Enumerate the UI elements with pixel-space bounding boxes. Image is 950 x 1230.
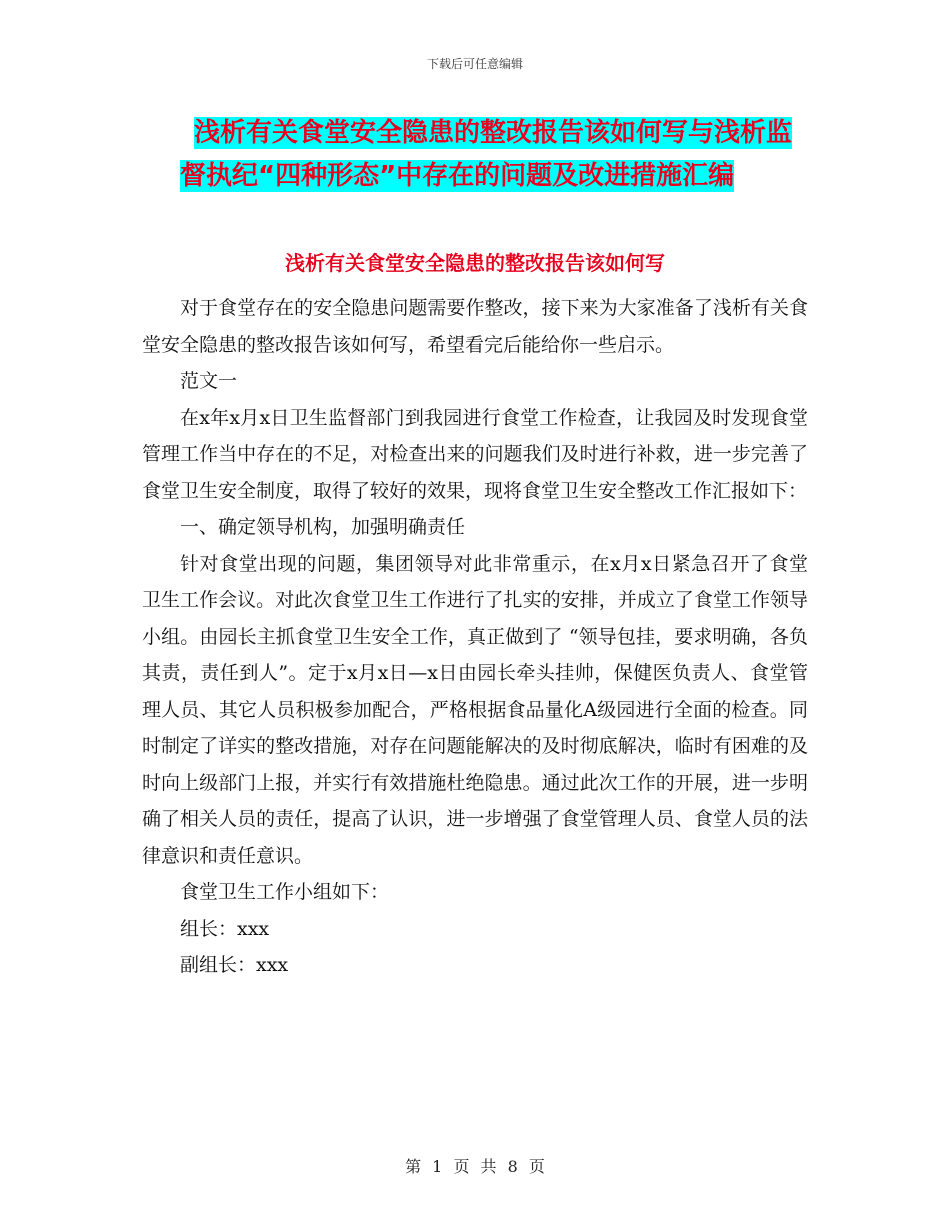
- main-title-line-2: 督执纪“四种形态”中存在的问题及改进措施汇编: [180, 161, 735, 191]
- sample-heading: 范文一: [180, 370, 238, 392]
- intro-paragraph: 对于食堂存在的安全隐患问题需要作整改，接下来为大家准备了浅析有关食堂安全隐患的整改报告该如何写，希望看完后能给你一些启示。: [142, 297, 808, 356]
- section-heading: 一、确定领导机构，加强明确责任: [180, 516, 466, 538]
- document-main-title: [180, 112, 820, 198]
- group-list-heading: 食堂卫生工作小组如下：: [180, 881, 390, 903]
- group-leader-line: 组长：xxx: [180, 917, 270, 940]
- body-paragraph: 在x年x月x日卫生监督部门到我园进行食堂工作检查，让我园及时发现食堂管理工作当中存在的不足，对检查出来的问题我们及时进行补救，进一步完善了食堂卫生安全制度，取得了较好的效果，现将食堂卫生安全整改工作汇报如下：: [142, 406, 808, 502]
- page-number-footer: 第 1 页 共 8 页: [405, 1157, 545, 1176]
- deputy-leader-line: 副组长：xxx: [180, 954, 289, 976]
- main-title-line-1: 浅析有关食堂安全隐患的整改报告该如何写与浅析监: [194, 118, 793, 148]
- section-subtitle: 浅析有关食堂安全隐患的整改报告该如何写: [285, 251, 665, 275]
- header-note: 下载后可任意编辑: [426, 57, 523, 71]
- body-content: [142, 290, 808, 984]
- body-paragraph: 针对食堂出现的问题，集团领导对此非常重示，在x月x日紧急召开了食堂卫生工作会议。对此次食堂卫生工作进行了扎实的安排，并成立了食堂工作领导小组。由园长主抓食堂卫生安全工作，真正做到了 “领导包挂，要求明确，各负其责，责任到人”。定于x月x日—x日由园长牵头挂帅，保健医负责人、食堂管理人员、其它人员积极参加配合，严格根据食品量化A级园进行全面的检查。同时制定了详实的整改措施，对存在问题能解决的及时彻底解决，临时有困难的及时向上级部门上报，并实行有效措施杜绝隐患。通过此次工作的开展，进一步明确了相关人员的责任，提高了认识，进一步增强了食堂管理人员、食堂人员的法律意识和责任意识。: [142, 552, 808, 867]
